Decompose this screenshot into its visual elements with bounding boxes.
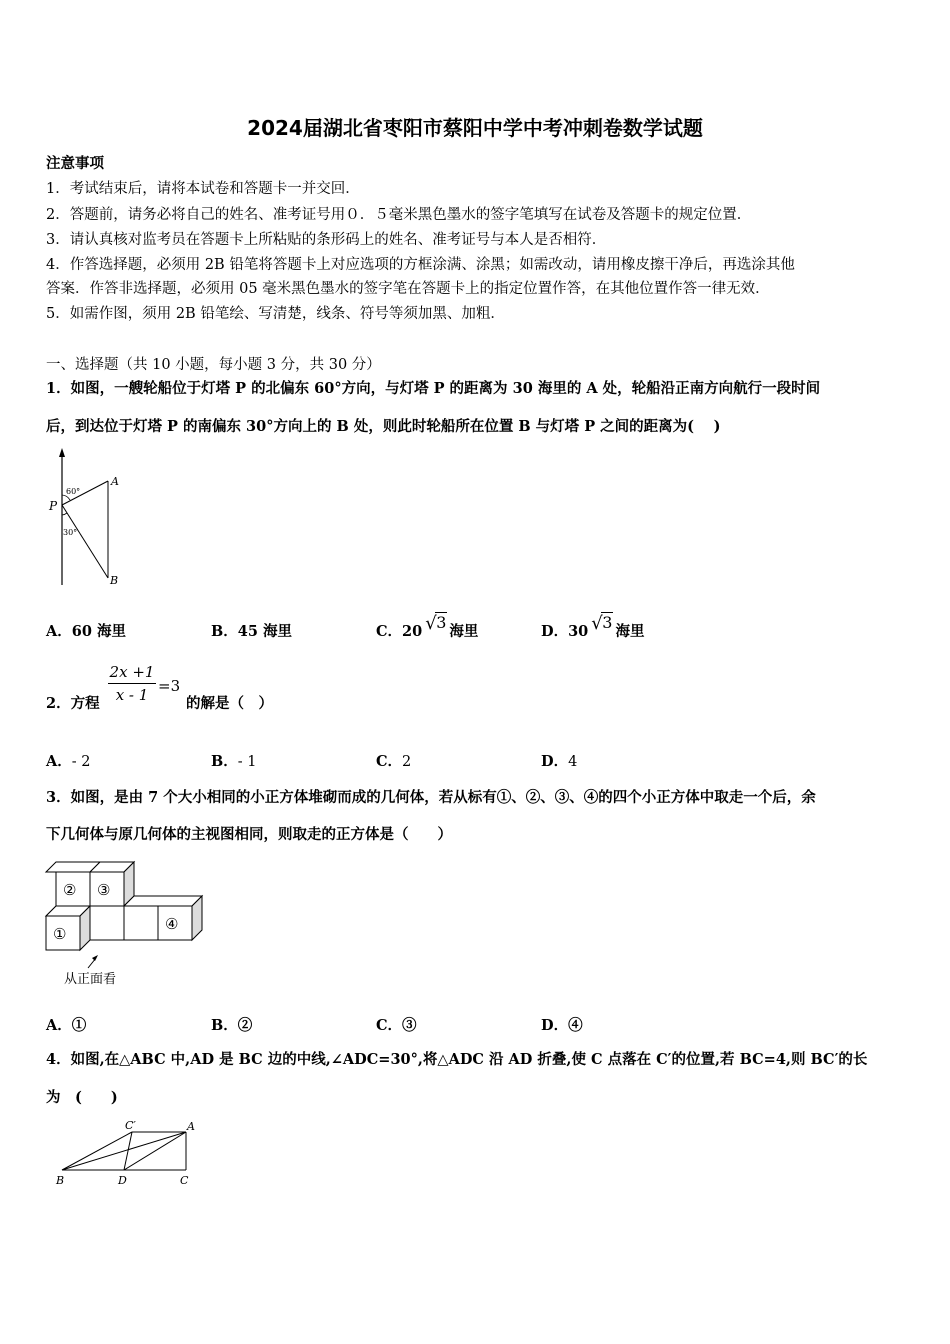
page-title: 2024届湖北省枣阳市蔡阳中学中考冲刺卷数学试题 bbox=[247, 116, 703, 140]
q1-stem-line2: 后，到达位于灯塔 P 的南偏东 30°方向上的 B 处，则此时轮船所在位置 B 与灯塔 P 之间的距离为( ) bbox=[46, 418, 721, 435]
label-a: A bbox=[187, 1120, 195, 1133]
q2-option-a[interactable]: A．- 2 bbox=[46, 753, 91, 770]
view-caption: 从正面看 bbox=[64, 972, 117, 987]
q2-prefix: 2．方程 bbox=[46, 695, 100, 712]
notice-item: 3．请认真核对监考员在答题卡上所粘贴的条形码上的姓名、准考证号与本人是否相符． bbox=[46, 232, 607, 248]
notice-item: 4．作答选择题，必须用 2B 铅笔将答题卡上对应选项的方框涂满、涂黑；如需改动，请用橡皮擦干净后，再选涂其他 bbox=[46, 257, 795, 273]
q2-denominator: x - 1 bbox=[115, 686, 149, 704]
q3-figure bbox=[42, 858, 212, 990]
q2-suffix: 的解是（ ） bbox=[186, 695, 273, 712]
sqrt-icon: √ 3 bbox=[425, 613, 447, 634]
label-c1: ① bbox=[53, 925, 67, 943]
angle-30-label: 30° bbox=[63, 528, 78, 537]
notice-item: 1．考试结束后，请将本试卷和答题卡一并交回． bbox=[46, 181, 360, 197]
label-a: A bbox=[111, 475, 119, 488]
q2-fraction bbox=[108, 663, 156, 704]
q1-option-a[interactable]: A．60 海里 bbox=[46, 623, 126, 640]
notice-heading: 注意事项 bbox=[46, 155, 104, 172]
angle-60-label: 60° bbox=[66, 487, 81, 496]
label-c-prime: C′ bbox=[125, 1119, 136, 1132]
label-b: B bbox=[56, 1174, 65, 1187]
label-c3: ③ bbox=[97, 881, 111, 899]
q1-option-b[interactable]: B．45 海里 bbox=[211, 623, 292, 640]
notice-item: 2．答题前，请务必将自己的姓名、准考证号用０．５毫米黑色墨水的签字笔填写在试卷及答题卡的规定位置． bbox=[46, 207, 752, 223]
label-c2: ② bbox=[63, 881, 77, 899]
notice-item: 答案．作答非选择题，必须用 05 毫米黑色墨水的签字笔在答题卡上的指定位置作答，在其他位置作答一律无效． bbox=[46, 281, 770, 297]
q3-option-b[interactable]: B．② bbox=[211, 1017, 253, 1034]
q2-option-b[interactable]: B．- 1 bbox=[211, 753, 257, 770]
label-c: C bbox=[180, 1174, 189, 1187]
q3-option-a[interactable]: A．① bbox=[46, 1017, 87, 1034]
section-heading: 一、选择题（共 10 小题，每小题 3 分，共 30 分） bbox=[46, 357, 381, 373]
q3-option-c[interactable]: C．③ bbox=[376, 1017, 417, 1034]
q2-numerator: 2x +1 bbox=[108, 663, 156, 684]
q3-stem-line2: 下几何体与原几何体的主视图相同，则取走的正方体是（ ） bbox=[46, 826, 452, 843]
label-p: P bbox=[49, 499, 58, 513]
q4-stem-line2: 为 ( ) bbox=[46, 1089, 118, 1106]
q2-option-d[interactable]: D．4 bbox=[541, 753, 578, 770]
sqrt-icon: √ 3 bbox=[591, 613, 613, 634]
q1-stem-line1: 1．如图，一艘轮船位于灯塔 P 的北偏东 60°方向，与灯塔 P 的距离为 30 海里的 A 处，轮船沿正南方向航行一段时间 bbox=[46, 380, 821, 397]
label-d: D bbox=[118, 1174, 127, 1187]
segment-pb bbox=[62, 505, 108, 578]
north-arrow-icon bbox=[59, 448, 65, 457]
q3-stem-line1: 3．如图，是由 7 个大小相同的小正方体堆砌而成的几何体，若从标有①、②、③、④的四个小正方体中取走一个后，余 bbox=[46, 789, 816, 806]
label-b: B bbox=[110, 574, 119, 587]
q2-option-c[interactable]: C．2 bbox=[376, 753, 412, 770]
q3-option-d[interactable]: D．④ bbox=[541, 1017, 583, 1034]
q1-option-d[interactable]: D．30 √ 3 海里 bbox=[541, 613, 645, 640]
q1-figure bbox=[42, 448, 132, 590]
q2-equals: =3 bbox=[158, 677, 181, 695]
q4-figure bbox=[54, 1118, 204, 1190]
q4-stem-line1: 4．如图,在△ABC 中,AD 是 BC 边的中线,∠ADC=30°,将△ADC 沿 AD 折叠,使 C 点落在 C′的位置,若 BC=4,则 BC′的长 bbox=[46, 1051, 868, 1068]
label-c4: ④ bbox=[165, 915, 179, 933]
notice-item: 5．如需作图，须用 2B 铅笔绘、写清楚，线条、符号等须加黑、加粗． bbox=[46, 306, 505, 322]
q1-option-c[interactable]: C．20 √ 3 海里 bbox=[376, 613, 479, 640]
